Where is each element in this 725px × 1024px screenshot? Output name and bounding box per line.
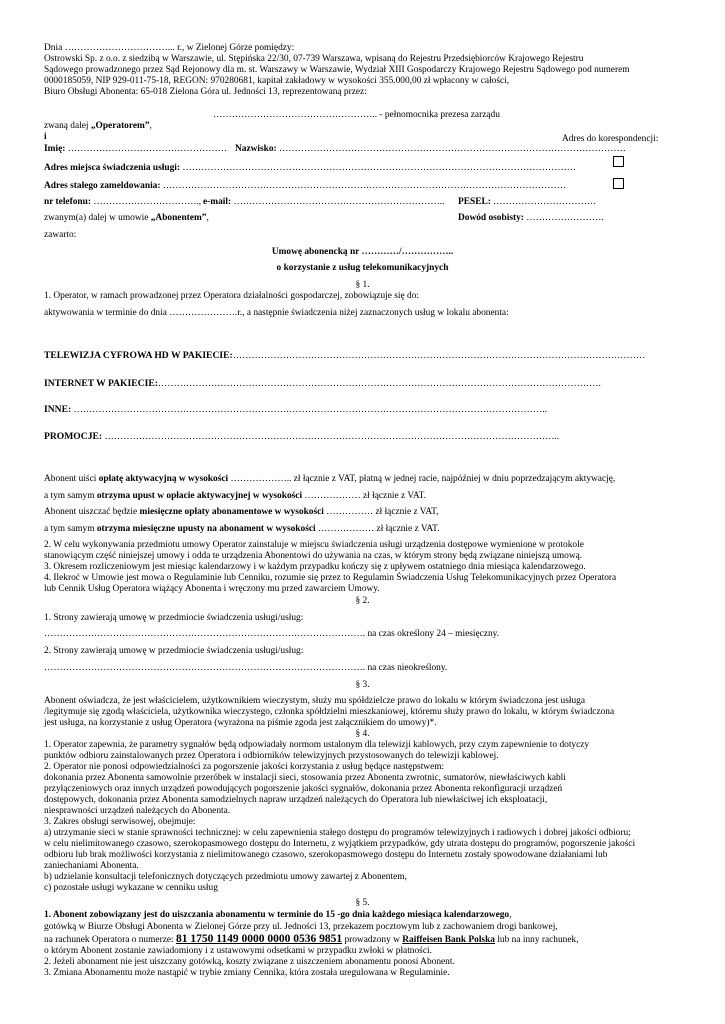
- permanent-address-field[interactable]: Adres stałego zameldowania: …………………………………………………………………………………………………………………: [44, 181, 566, 191]
- id-card-field[interactable]: Dowód osobisty: …………………….: [458, 213, 604, 223]
- section-5-heading: § 5.: [355, 898, 370, 908]
- contract-date-line: Dnia ……………………………... r., w Zielonej Górze pomiędzy:: [44, 43, 295, 53]
- section-4-text: dokonania przez Abonenta samowolnie przeróbek w instalacji sieci, stosowania przez Abonenta zwrotnic, sumatorów, niewłaściwych kabli: [44, 773, 566, 783]
- activation-discount-line[interactable]: a tym samym otrzyma upust w opłacie aktywacyjnej w wysokości ……………… zł łącznie z VAT.: [44, 491, 426, 501]
- section-4-text: przyłączeniowych oraz innych urządzeń powodujących pogorszenie jakości sygnałów, dokonania przez Abonenta rekonfiguracji urządzeń: [44, 784, 563, 794]
- section-1-heading: § 1.: [355, 280, 370, 290]
- section-5-text: 3. Zmiana Abonamentu może nastąpić w trybie zmiany Cennika, która została uregulowana w Regulaminie.: [44, 968, 450, 978]
- promotions-field[interactable]: PROMOCJE: ………………………………………………………………………………………………………………………………..: [44, 431, 560, 442]
- subscriber-designation: zwanym(a) dalej w umowie „Abonentem”,: [44, 213, 209, 223]
- section-5-text: gotówką w Biurze Obsługi Abonenta w Zielonej Górze przy ul. Jedności 13, przekazem pocztowym lub z zachowaniem drogi bankowej,: [44, 922, 558, 932]
- and-connector: i: [44, 132, 47, 142]
- monthly-fee-line[interactable]: Abonent uiszczać będzie miesięczne opłaty abonamentowe w wysokości …………… zł łącznie z VAT,: [44, 507, 439, 517]
- section-3-text: /legitymuje się zgodą właściciela, użytkownika wieczystego, członka spółdzielni mieszkaniowej, któremu służy prawo do lokalu, w którym świadczona: [44, 707, 615, 717]
- proxy-line: …………………………………………….. - pełnomocnika prezesa zarządu: [213, 110, 500, 120]
- section-2-heading: § 2.: [355, 596, 370, 606]
- email-field[interactable]: e-mail: …………………………………………………………..: [203, 197, 445, 207]
- operator-info-line: 0000185059, NIP 929-011-75-18, REGON: 970280681, kapitał zakładowy w wysokości 355.000,00 zł wpłacony w całości,: [44, 76, 510, 86]
- section-5-text: 1. Abonent zobowiązany jest do uiszczania abonamentu w terminie do 15 -go dnia każdego miesiąca kalendarzowego,: [44, 910, 512, 920]
- contract-subtitle: o korzystanie z usług telekomunikacyjnych: [276, 263, 449, 273]
- section-3-text: jest usługa, na korzystanie z usług Operatora (wyrażona na piśmie zgoda jest załącznikiem do umowy)*.: [44, 718, 437, 728]
- internet-package-field[interactable]: INTERNET W PAKIECIE:…………………………………………………………………………………………………………………………….: [44, 378, 601, 389]
- activation-date-field[interactable]: aktywowania w terminie do dnia ………………….r., a następnie świadczenia niżej zaznaczonych usług w lokalu abonenta:: [44, 308, 509, 318]
- correspondence-service-checkbox[interactable]: [613, 156, 624, 167]
- section-4-text: 1. Operator zapewnia, że parametry sygnałów będą odpowiadały normom ustalonym dla telewizji kablowych, przy czym zapewnienie to dotyczy: [44, 740, 590, 750]
- section-4-text: punktów odbioru zainstalowanych przez Operatora i odbiorników telewizyjnych przystosowanych do telewizji kablowej.: [44, 751, 499, 761]
- last-name-field[interactable]: Nazwisko: …………………………………………………………………………………………………: [235, 144, 626, 154]
- section-5-text: o którym Abonent zostanie zawiadomiony i z ustawowymi odsetkami w przypadku zwłoki w płatności.: [44, 946, 432, 956]
- section-1-paragraph: lub Cennik Usług Operatora wiążący Abonenta i wręczony mu przed zawarciem Umowy.: [44, 584, 380, 594]
- section-4-text: odbioru lub brak możliwości korzystania z nielimitowanego czasowo, szerokopasmowego dostępu do Internetu zostały spowodowane działaniami lub: [44, 850, 608, 860]
- section-4-text: 2. Operator nie ponosi odpowiedzialności za pogorszenie jakości korzystania z usług będące następstwem:: [44, 762, 445, 772]
- other-services-field[interactable]: INNE: ……………………………………………………………………………………………………………………………………..: [44, 404, 547, 415]
- first-name-field[interactable]: Imię: ……………………………………………: [44, 144, 228, 154]
- operator-info-line: Sądowego prowadzonego przez Sąd Rejonowy dla m. st. Warszawy w Warszawie, Wydział XIII Gospodarczy Krajowego Rejestru Sądowego pod numerem: [44, 65, 630, 75]
- section-3-text: Abonent oświadcza, że jest właścicielem, użytkownikiem wieczystym, służy mu spółdzielcze prawo do lokalu w którym świadczona jest usługa: [44, 696, 585, 706]
- section-4-text: a) utrzymanie sieci w stanie sprawności technicznej: w celu zapewnienia stałego dostępu do programów telewizyjnych i radiowych i dobrej jakości odbioru;: [44, 828, 631, 838]
- section-1-paragraph: 4. Ilekroć w Umowie jest mowa o Regulaminie lub Cenniku, rozumie się przez to Regulamin Świadczenia Usług Telekomunikacyjnych przez Operatora: [44, 573, 617, 583]
- section-1-paragraph: stanowiącym część niniejszej umowy i odda te urządzenia Abonentowi do używania na czas, w którym strony będą związane niniejszą umową.: [44, 551, 583, 561]
- section-4-heading: § 4.: [355, 729, 370, 739]
- account-number: 81 1750 1149 0000 0000 0536 9851: [175, 933, 343, 945]
- section-1-text: 1. Operator, w ramach prowadzonej przez Operatora działalności gospodarczej, zobowiązuje się do:: [44, 291, 419, 301]
- section-4-text: zaniechaniami Abonenta.: [44, 861, 139, 871]
- section-2-text: 1. Strony zawierają umowę w przedmiocie świadczenia usługi/usług:: [44, 613, 304, 623]
- correspondence-permanent-checkbox[interactable]: [613, 178, 624, 189]
- section-5-text: 2. Jeżeli abonament nie jest uiszczany gotówką, koszty związane z uiszczeniem abonamentu ponosi Abonent.: [44, 957, 455, 967]
- section-2-text: 2. Strony zawierają umowę w przedmiocie świadczenia usługi/usług:: [44, 646, 304, 656]
- monthly-discount-line[interactable]: a tym samym otrzyma miesięczne upusty na abonament w wysokości ……………… zł łącznie z VAT.: [44, 524, 440, 534]
- contract-title: Umowę abonencką nr …………/……………..: [271, 247, 454, 257]
- operator-designation: zwaną dalej „Operatorem”,: [44, 121, 152, 131]
- tv-package-field[interactable]: TELEWIZJA CYFROWA HD W PAKIECIE:……………………………………………………………………………………………………………………: [44, 350, 646, 361]
- section-4-text: b) udzielanie konsultacji telefonicznych dotyczących przedmiotu umowy zawartej z Abonentem,: [44, 872, 407, 882]
- operator-info-line: Biuro Obsługi Abonenta: 65-018 Zielona Góra ul. Jedności 13, reprezentowaną przez:: [44, 87, 367, 97]
- correspondence-address-label: Adres do korespondencji:: [562, 134, 659, 144]
- section-4-text: 3. Zakres obsługi serwisowej, obejmuje:: [44, 817, 196, 827]
- operator-info-line: Ostrowski Sp. z o.o. z siedzibą w Warszawie, ul. Stępińska 22/30, 07-739 Warszawa, wpisaną do Rejestru Przedsiębiorców Krajowego Rejestru: [44, 54, 584, 64]
- section-4-text: c) pozostałe usługi wykazane w cenniku usług: [44, 883, 218, 893]
- concluded-label: zawarto:: [44, 230, 77, 240]
- section-4-text: w celu nielimitowanego czasowo, szerokopasmowego dostępu do Internetu, z wyjątkiem przypadków, gdy utrata dostępu do programów, pogorszenie jakości: [44, 839, 636, 849]
- section-4-text: niesprawności urządzeń należących do Abonenta.: [44, 806, 231, 816]
- section-3-heading: § 3.: [355, 680, 370, 690]
- section-4-text: dostępowych, dokonania przez Abonenta samodzielnych napraw urządzeń należących do Operatora lub niewłaściwej ich eksploatacji,: [44, 795, 548, 805]
- bank-name: Raiffeisen Bank Polska: [402, 935, 495, 945]
- pesel-field[interactable]: PESEL: ……………………………: [458, 197, 597, 207]
- section-1-paragraph: 3. Okresem rozliczeniowym jest miesiąc kalendarzowy i w każdym przypadku kończy się z upływem ostatniego dnia miesiąca kalendarzowego.: [44, 562, 586, 572]
- fixed-term-services-field[interactable]: …………………………………………………………………………………………. na czas określony 24 – miesięczny.: [44, 629, 500, 639]
- indefinite-term-services-field[interactable]: …………………………………………………………………………………………. na czas nieokreślony.: [44, 663, 448, 673]
- section-1-paragraph: 2. W celu wykonywania przedmiotu umowy Operator zainstaluje w miejscu świadczenia usługi urządzenia dostępowe wymienione w protokole: [44, 540, 584, 550]
- phone-field[interactable]: nr telefonu: …………………………….,: [44, 197, 202, 207]
- service-address-field[interactable]: Adres miejsca świadczenia usługi: ………………………………………………………………………………………………………………: [44, 163, 577, 173]
- bank-account-line: na rachunek Operatora o numerze: 81 1750 1149 0000 0000 0536 9851 prowadzony w Raiffeisen Bank Polska lub na inny rachunek,: [44, 933, 579, 945]
- activation-fee-line[interactable]: Abonent uiści opłatę aktywacyjną w wysokości ……………….. zł łącznie z VAT, płatną w jednej racie, najpóźniej w dniu poprzedzającym aktywację,: [44, 474, 616, 484]
